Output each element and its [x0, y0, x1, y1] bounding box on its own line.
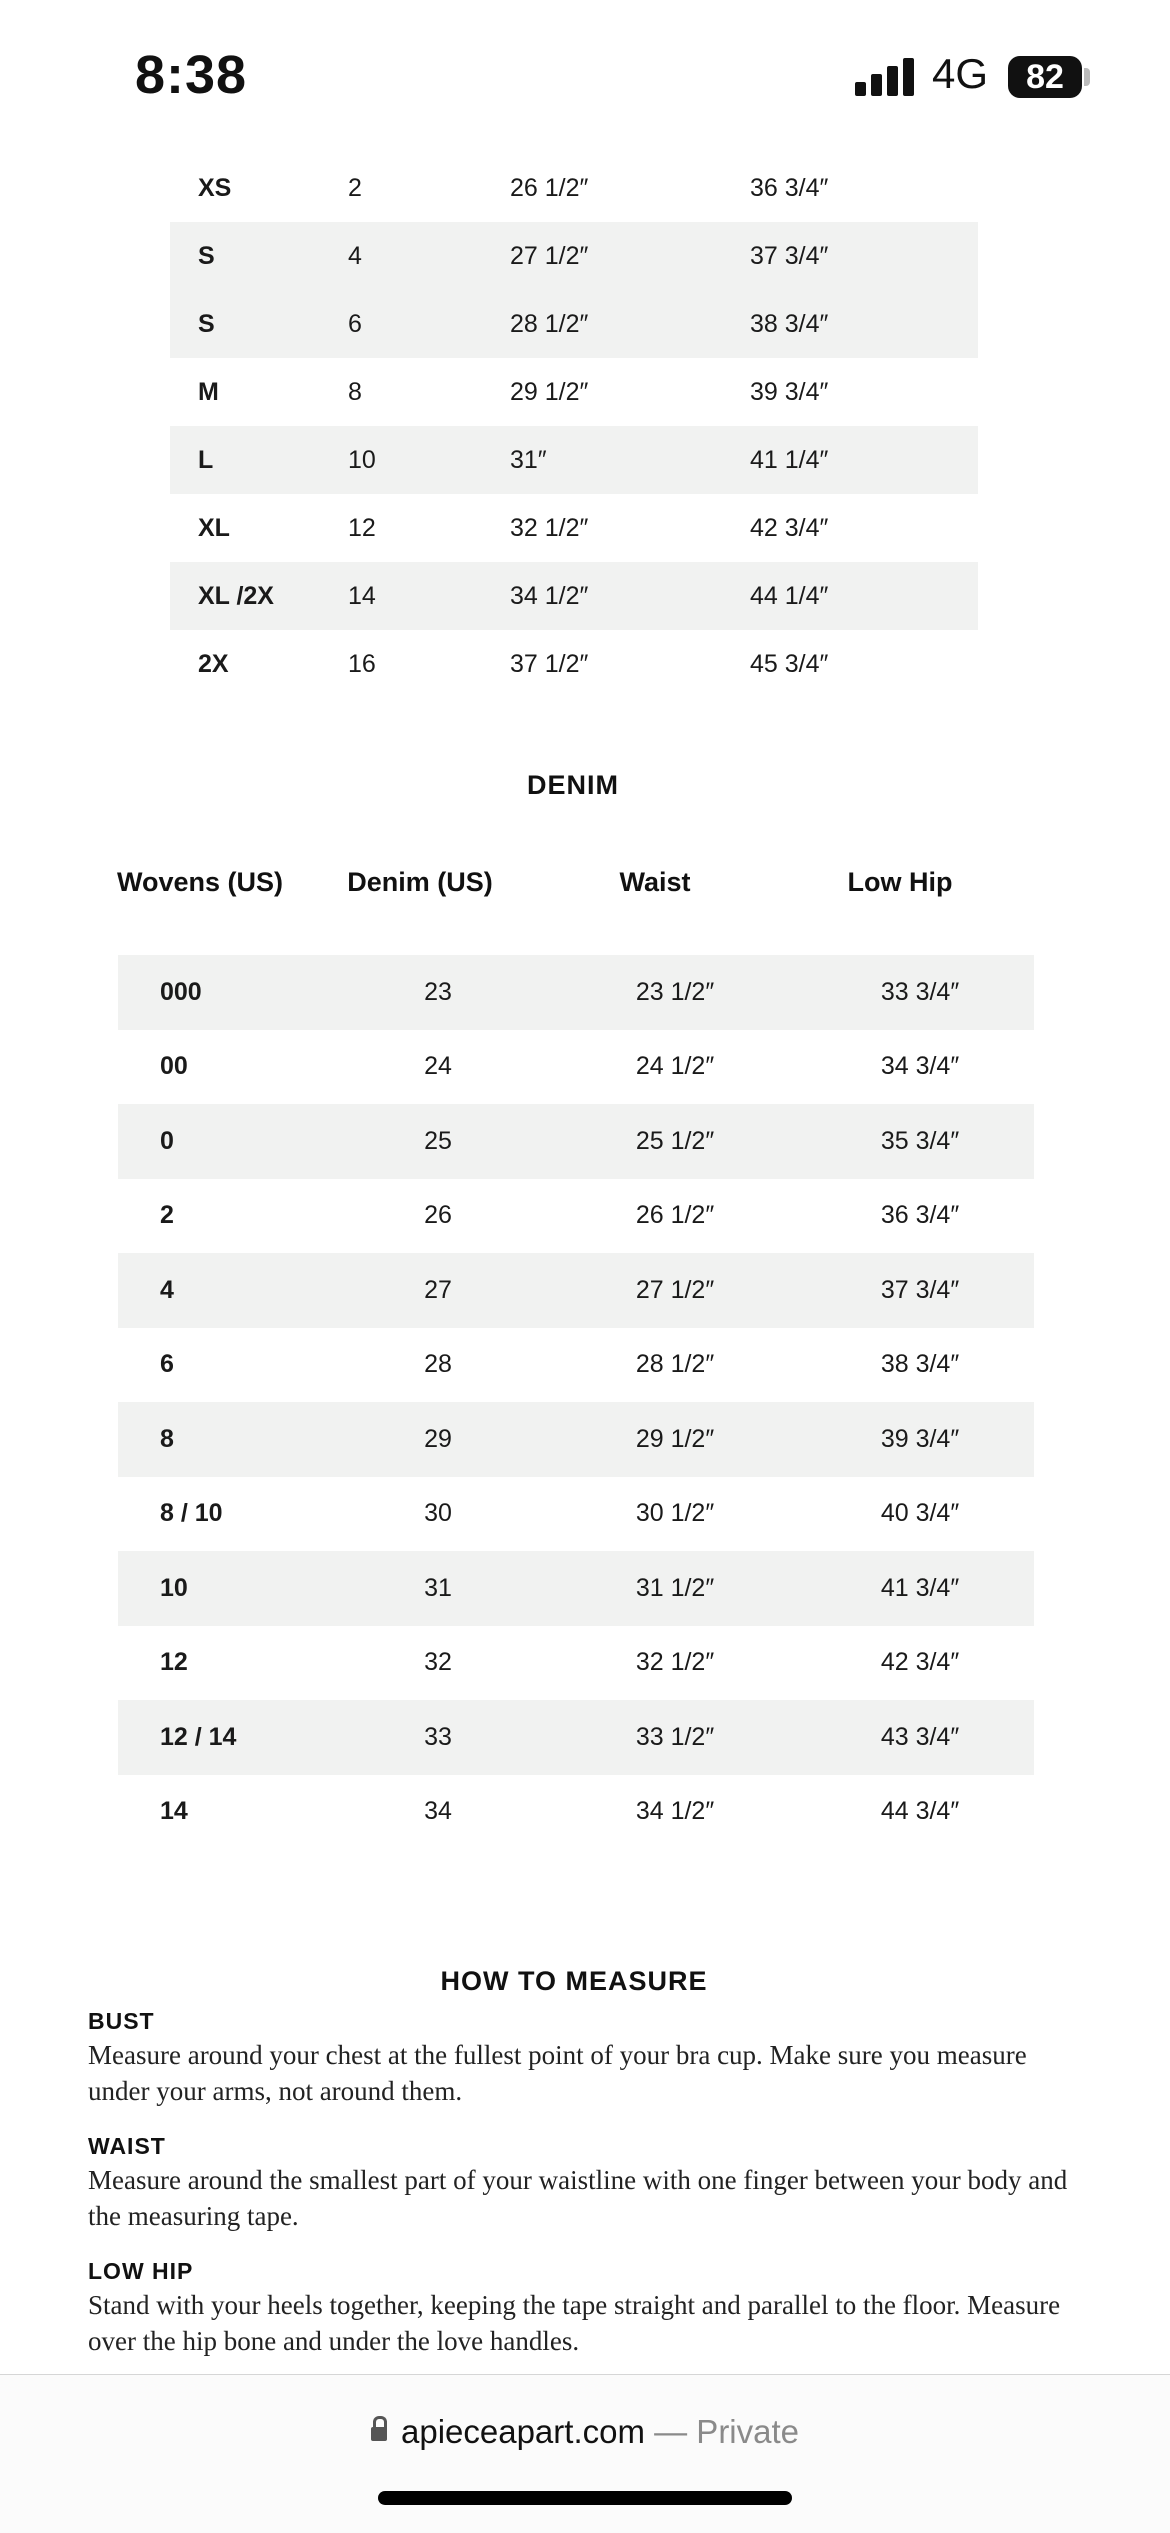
measure-bust — [88, 2008, 1078, 2109]
battery-level: 82 — [1008, 56, 1082, 98]
value-cell: 26 1/2″ — [510, 173, 589, 202]
size-cell: S — [198, 241, 215, 270]
value-cell: 27 — [424, 1275, 452, 1304]
size-cell: 10 — [160, 1573, 188, 1602]
private-label: — Private — [654, 2413, 800, 2450]
table-row — [118, 955, 1034, 1030]
value-cell: 33 3/4″ — [880, 977, 960, 1006]
value-cell: 32 1/2″ — [510, 513, 589, 542]
value-cell: 34 1/2″ — [510, 581, 589, 610]
value-cell: 23 — [424, 977, 452, 1006]
value-cell: 8 — [348, 377, 362, 406]
value-cell: 26 1/2″ — [635, 1201, 715, 1230]
value-cell: 30 1/2″ — [635, 1499, 715, 1528]
measure-heading: BUST — [88, 2008, 155, 2034]
table-row — [170, 222, 978, 290]
measure-text: Stand with your heels together, keeping the tape straight and parallel to the floor. Measure over the hip bone and under the love handles. — [88, 2290, 1061, 2356]
url-domain[interactable]: apieceapart.com — [400, 2413, 645, 2450]
value-cell: 31″ — [510, 445, 547, 474]
value-cell: 31 — [424, 1573, 452, 1602]
table-row — [118, 1179, 1034, 1254]
size-cell: 000 — [160, 977, 202, 1006]
network-type: 4G — [932, 50, 989, 97]
value-cell: 41 1/4″ — [750, 445, 829, 474]
table-row — [118, 1551, 1034, 1626]
size-cell: 12 / 14 — [160, 1722, 237, 1751]
value-cell: 37 1/2″ — [510, 649, 589, 678]
size-cell: XL /2X — [198, 581, 274, 610]
browser-bottom-bar — [0, 2374, 1170, 2533]
value-cell: 32 1/2″ — [635, 1648, 715, 1677]
measure-text: Measure around the smallest part of your waistline with one finger between your body and the measuring tape. — [88, 2165, 1068, 2231]
how-to-measure-title: HOW TO MEASURE — [440, 1966, 708, 1996]
denim-title: DENIM — [527, 770, 619, 800]
value-cell: 44 1/4″ — [750, 581, 829, 610]
value-cell: 16 — [348, 649, 376, 678]
table-row — [170, 290, 978, 358]
value-cell: 43 3/4″ — [880, 1722, 960, 1751]
measure-heading: LOW HIP — [88, 2258, 194, 2284]
value-cell: 27 1/2″ — [510, 241, 589, 270]
value-cell: 24 — [424, 1052, 452, 1081]
table-row — [170, 630, 978, 698]
value-cell: 24 1/2″ — [635, 1052, 715, 1081]
value-cell: 28 — [424, 1350, 452, 1379]
cellular-signal-icon — [855, 58, 915, 96]
value-cell: 33 1/2″ — [635, 1722, 715, 1751]
size-cell: M — [198, 377, 219, 406]
value-cell: 45 3/4″ — [750, 649, 829, 678]
value-cell: 35 3/4″ — [880, 1126, 960, 1155]
value-cell: 25 — [424, 1126, 452, 1155]
table-row — [118, 1477, 1034, 1552]
value-cell: 32 — [424, 1648, 452, 1677]
value-cell: 40 3/4″ — [880, 1499, 960, 1528]
table-row — [118, 1104, 1034, 1179]
value-cell: 37 3/4″ — [880, 1275, 960, 1304]
value-cell: 38 3/4″ — [750, 309, 829, 338]
size-cell: XL — [198, 513, 230, 542]
table-row — [170, 358, 978, 426]
value-cell: 34 — [424, 1797, 452, 1826]
value-cell: 36 3/4″ — [880, 1201, 960, 1230]
value-cell: 31 1/2″ — [635, 1573, 715, 1602]
value-cell: 38 3/4″ — [880, 1350, 960, 1379]
value-cell: 14 — [348, 581, 376, 610]
value-cell: 28 1/2″ — [635, 1350, 715, 1379]
value-cell: 4 — [348, 241, 362, 270]
size-cell: 2 — [160, 1201, 174, 1230]
size-cell: 12 — [160, 1648, 188, 1677]
header-denim: Denim (US) — [347, 866, 493, 897]
table-row — [170, 426, 978, 494]
table-row — [118, 1775, 1034, 1850]
table-row — [118, 1402, 1034, 1477]
table-row — [170, 562, 978, 630]
value-cell: 28 1/2″ — [510, 309, 589, 338]
status-time: 8:38 — [135, 45, 248, 105]
value-cell: 2 — [348, 173, 362, 202]
battery-icon — [1008, 56, 1088, 98]
size-cell: 8 — [160, 1424, 174, 1453]
header-wovens: Wovens (US) — [116, 866, 284, 897]
size-cell: 6 — [160, 1350, 174, 1379]
size-cell: 2X — [198, 649, 229, 678]
header-waist: Waist — [619, 866, 691, 897]
value-cell: 34 1/2″ — [635, 1797, 715, 1826]
value-cell: 39 3/4″ — [750, 377, 829, 406]
table-row — [170, 494, 978, 562]
value-cell: 39 3/4″ — [880, 1424, 960, 1453]
value-cell: 23 1/2″ — [635, 977, 715, 1006]
size-cell: 14 — [160, 1797, 188, 1826]
table-row — [118, 1030, 1034, 1105]
size-cell: 00 — [160, 1052, 188, 1081]
value-cell: 44 3/4″ — [880, 1797, 960, 1826]
value-cell: 33 — [424, 1722, 452, 1751]
value-cell: 36 3/4″ — [750, 173, 829, 202]
value-cell: 42 3/4″ — [880, 1648, 960, 1677]
address-bar[interactable] — [0, 2413, 1170, 2451]
value-cell: 29 — [424, 1424, 452, 1453]
value-cell: 34 3/4″ — [880, 1052, 960, 1081]
value-cell: 12 — [348, 513, 376, 542]
value-cell: 6 — [348, 309, 362, 338]
size-cell: 4 — [160, 1275, 174, 1304]
value-cell: 27 1/2″ — [635, 1275, 715, 1304]
measure-low-hip — [88, 2258, 1078, 2359]
lock-icon — [371, 2427, 387, 2441]
size-cell: 8 / 10 — [160, 1499, 223, 1528]
value-cell: 42 3/4″ — [750, 513, 829, 542]
measure-waist — [88, 2133, 1078, 2234]
table-row — [118, 1700, 1034, 1775]
home-indicator[interactable] — [378, 2491, 792, 2505]
value-cell: 26 — [424, 1201, 452, 1230]
table-row — [118, 1253, 1034, 1328]
size-cell: L — [198, 445, 214, 474]
header-low-hip: Low Hip — [847, 866, 953, 897]
size-cell: S — [198, 309, 215, 338]
value-cell: 37 3/4″ — [750, 241, 829, 270]
value-cell: 25 1/2″ — [635, 1126, 715, 1155]
measure-heading: WAIST — [88, 2133, 166, 2159]
status-bar — [0, 0, 1170, 150]
table-row — [118, 1626, 1034, 1701]
size-cell: 0 — [160, 1126, 174, 1155]
value-cell: 30 — [424, 1499, 452, 1528]
value-cell: 29 1/2″ — [510, 377, 589, 406]
size-cell: XS — [198, 173, 232, 202]
value-cell: 10 — [348, 445, 376, 474]
table-row — [118, 1328, 1034, 1403]
measure-text: Measure around your chest at the fullest point of your bra cup. Make sure you measure under your arms, not around them. — [88, 2040, 1027, 2106]
value-cell: 29 1/2″ — [635, 1424, 715, 1453]
value-cell: 41 3/4″ — [880, 1573, 960, 1602]
table-row — [170, 154, 978, 222]
